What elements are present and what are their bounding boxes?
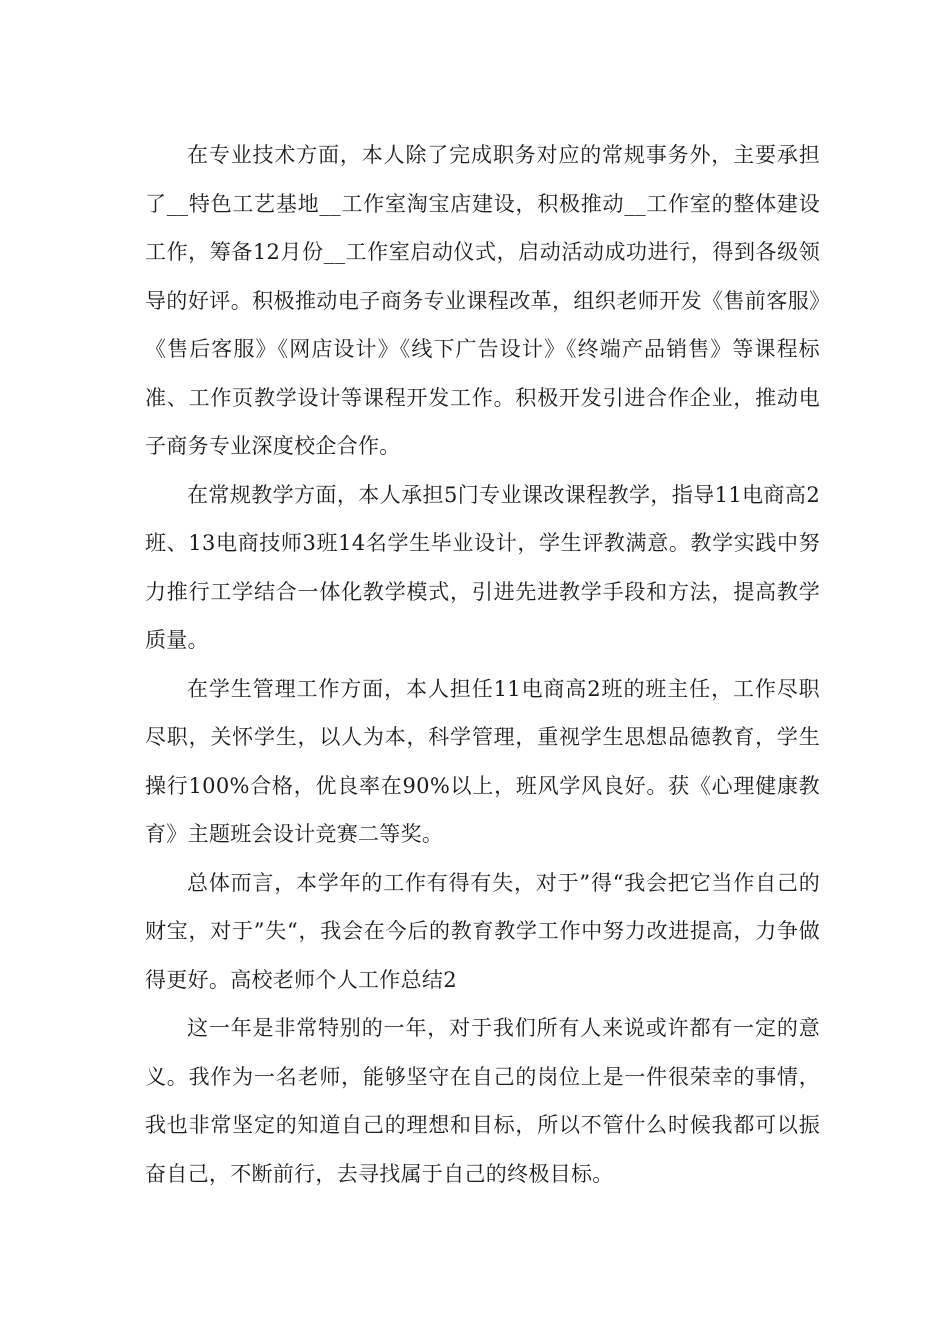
paragraph-special-year: 这一年是非常特别的一年，对于我们所有人来说或许都有一定的意义。我作为一名老师，能够坚守在自己的岗位上是一件很荣幸的事情，我也非常坚定的知道自己的理想和目标，所以不管什么时候我都可以振奋自己，不断前行，去寻找属于自己的终极目标。 <box>145 1016 820 1186</box>
paragraph-regular-teaching: 在常规教学方面，本人承担5门专业课改课程教学，指导11电商高2班、13电商技师3班14名学生毕业设计，学生评教满意。教学实践中努力推行工学结合一体化教学模式，引进先进教学手段和方法，提高教学质量。 <box>145 482 820 652</box>
document-body <box>145 131 820 1198</box>
paragraph-overall-summary: 总体而言，本学年的工作有得有失，对于”得“我会把它当作自己的财宝，对于”失“，我会在今后的教育教学工作中努力改进提高，力争做得更好。高校老师个人工作总结2 <box>145 870 820 992</box>
paragraph-student-management: 在学生管理工作方面，本人担任11电商高2班的班主任，工作尽职尽职，关怀学生，以人为本，科学管理，重视学生思想品德教育，学生操行100%合格，优良率在90%以上，班风学风良好。获《心理健康教育》主题班会设计竞赛二等奖。 <box>145 676 820 846</box>
paragraph-professional-technology: 在专业技术方面，本人除了完成职务对应的常规事务外，主要承担了__特色工艺基地__工作室淘宝店建设，积极推动__工作室的整体建设工作，筹备12月份__工作室启动仪式，启动活动成功进行，得到各级领导的好评。积极推动电子商务专业课程改革，组织老师开发《售前客服》《售后客服》《网店设计》《线下广告设计》《终端产品销售》等课程标准、工作页教学设计等课程开发工作。积极开发引进合作企业，推动电子商务专业深度校企合作。 <box>145 143 820 458</box>
